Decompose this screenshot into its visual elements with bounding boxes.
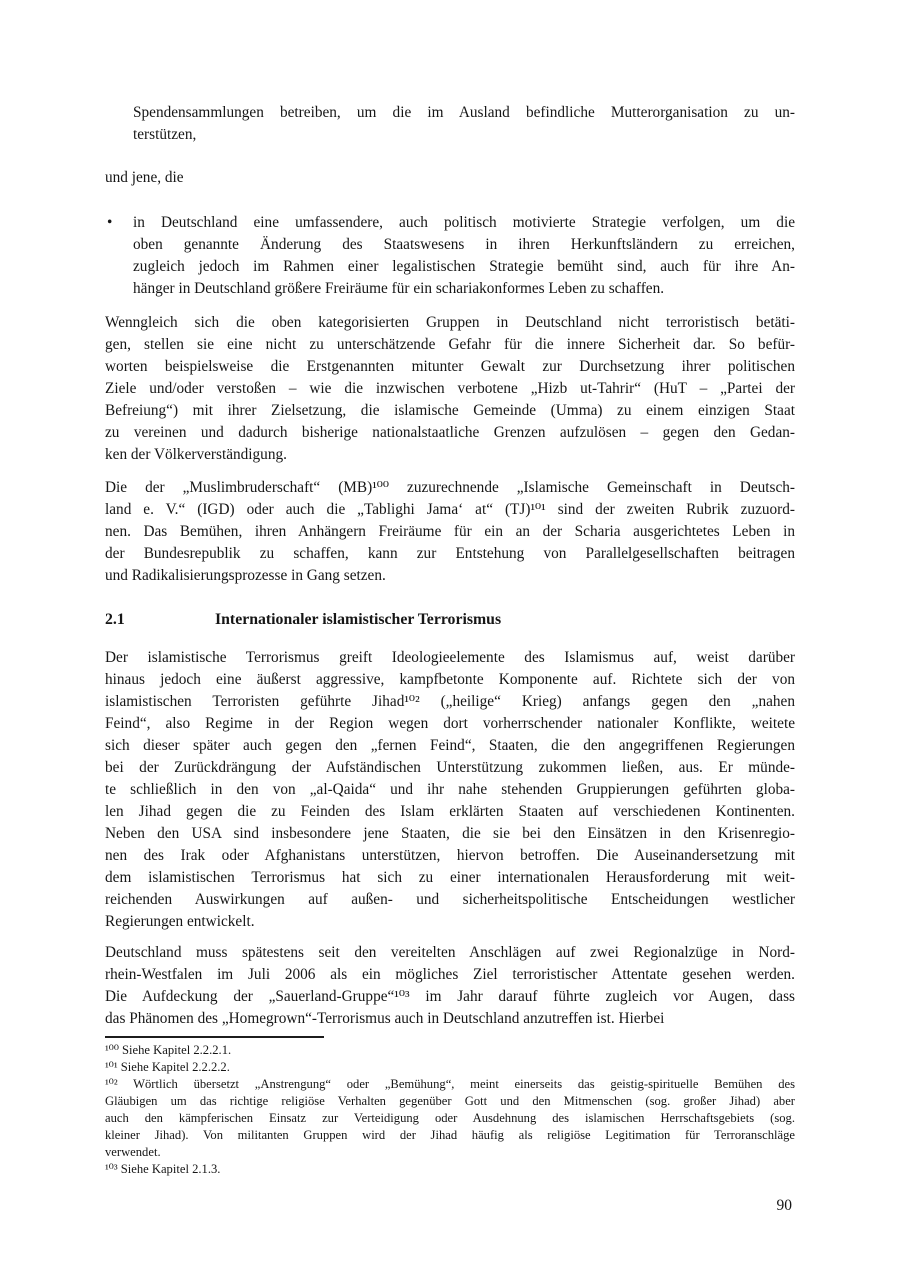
page-number: 90 [776, 1197, 792, 1214]
paragraph-wenngleich [105, 312, 795, 466]
paragraph-deutschland [105, 942, 795, 1030]
text-line: zugleich jedoch im Rahmen einer legalistischen Strategie bemüht sind, auch für ihre An- [133, 258, 795, 275]
text-line: Deutschland muss spätestens seit den vereitelten Anschlägen auf zwei Regionalzüge in Nord- [105, 944, 795, 961]
text-line: islamistischen Terroristen geführte Jihad¹⁰² („heilige“ Krieg) anfangs gegen den „nahen [105, 693, 795, 710]
text-line: len Jihad gegen die zu Feinden des Islam erklärten Staaten auf verschiedenen Kontinenten. [105, 803, 795, 820]
text-line: auch den kämpferischen Einsatz zur Verteidigung oder Ausdehnung des islamischen Herrschaftsgebiets (sog. [105, 1111, 795, 1125]
text-line: oben genannte Änderung des Staatswesens in ihren Herkunftsländern zu erreichen, [133, 236, 795, 253]
section-heading [105, 609, 795, 631]
text-line: reichenden Auswirkungen auf außen- und sicherheitspolitische Entscheidungen westlicher [105, 891, 795, 908]
footnotes-section [105, 1042, 795, 1178]
page-content [105, 0, 795, 1178]
text-line: Wenngleich sich die oben kategorisierten Gruppen in Deutschland nicht terroristisch betäti- [105, 314, 795, 331]
connector-text: und jene, die [105, 169, 184, 186]
text-line: dem islamistischen Terrorismus hat sich zu einer internationalen Herausforderung mit weit- [105, 869, 795, 886]
text-line: kleiner Jihad). Von militanten Gruppen wird der Jihad häufig als religiöse Legitimation für Terroranschläge [105, 1128, 795, 1142]
text-line: in Deutschland eine umfassendere, auch politisch motivierte Strategie verfolgen, um die [133, 214, 795, 231]
text-line: Ziele und/oder verstoßen – wie die inzwischen verbotene „Hizb ut-Tahrir“ (HuT – „Partei der [105, 380, 795, 397]
text-line: hänger in Deutschland größere Freiräume für ein schariakonformes Leben zu schaffen. [133, 280, 665, 297]
text-line: worten beispielsweise die Erstgenannten mitunter Gewalt zur Durchsetzung ihrer politischen [105, 358, 795, 375]
text-line: Gläubigen um das richtige religiöse Verhalten gegenüber Gott und den Mitmenschen (sog. großer Jihad) aber [105, 1094, 795, 1108]
text-line: terstützen, [133, 126, 197, 143]
text-line: Der islamistische Terrorismus greift Ideologieelemente des Islamismus auf, weist darüber [105, 649, 795, 666]
text-line: Neben den USA sind insbesondere jene Staaten, die sie bei den Einsätzen in den Krisenregio- [105, 825, 795, 842]
footnote-101 [105, 1059, 795, 1076]
text-line: rhein-Westfalen im Juli 2006 als ein mögliches Ziel terroristischer Attentate gesehen werden. [105, 966, 795, 983]
text-line: das Phänomen des „Homegrown“-Terrorismus auch in Deutschland anzutreffen ist. Hierbei [105, 1010, 665, 1027]
footnote-separator [105, 1036, 324, 1038]
bullet-marker-icon: • [107, 214, 113, 231]
paragraph-muslimbruderschaft [105, 477, 795, 587]
text-line: Die der „Muslimbruderschaft“ (MB)¹⁰⁰ zuzurechnende „Islamische Gemeinschaft in Deutsch- [105, 479, 795, 496]
text-line: nen. Das Bemühen, ihren Anhängern Freiräume für ein an der Scharia ausgerichtetes Leben in [105, 523, 795, 540]
bullet-item-text [133, 212, 795, 300]
text-line: land e. V.“ (IGD) oder auch die „Tablighi Jama‘ at“ (TJ)¹⁰¹ sind der zweiten Rubrik zuzuord- [105, 501, 795, 518]
text-line: Befreiung“) mit ihrer Zielsetzung, die islamische Gemeinde (Umma) zu einem einzigen Staat [105, 402, 795, 419]
text-line: te schließlich in den von „al-Qaida“ und ihr nahe stehenden Gruppierungen geführten globa- [105, 781, 795, 798]
text-line: ken der Völkerverständigung. [105, 446, 287, 463]
text-line: Die Aufdeckung der „Sauerland-Gruppe“¹⁰³ im Jahr darauf führte zugleich vor Augen, dass [105, 988, 795, 1005]
paragraph-terrorismus [105, 647, 795, 933]
text-line: bei der Zurückdrängung der Aufständischen Unterstützung zukommen ließen, aus. Er münde- [105, 759, 795, 776]
section-title: Internationaler islamistischer Terrorismus [215, 611, 502, 628]
text-line: Feind“, also Regime in der Region wegen dort vorherrschender nationaler Konflikte, weitete [105, 715, 795, 732]
bullet-item [105, 212, 795, 300]
footnote-100 [105, 1042, 795, 1059]
text-line: zu vereinen und dadurch bisherige nationalstaatliche Grenzen aufzulösen – gegen den Gedan- [105, 424, 795, 441]
footnote-103 [105, 1161, 795, 1178]
text-line: ¹⁰⁰ Siehe Kapitel 2.2.2.1. [105, 1043, 232, 1057]
text-line: gen, stellen sie eine nicht zu unterschätzende Gefahr für die innere Sicherheit dar. So befür- [105, 336, 795, 353]
text-line: der Bundesrepublik zu schaffen, kann zur Entstehung von Parallelgesellschaften beitragen [105, 545, 795, 562]
text-line: nen des Irak oder Afghanistans unterstützen, hiervon betroffen. Die Auseinandersetzung mit [105, 847, 795, 864]
text-line: ¹⁰³ Siehe Kapitel 2.1.3. [105, 1162, 221, 1176]
footnote-102 [105, 1076, 795, 1161]
text-line: ¹⁰² Wörtlich übersetzt „Anstrengung“ oder „Bemühung“, meint einerseits das geistig-spirituelle Bemühen des [105, 1077, 795, 1091]
text-line: ¹⁰¹ Siehe Kapitel 2.2.2.2. [105, 1060, 230, 1074]
text-line: hinaus jedoch eine äußerst aggressive, kampfbetonte Komponente auf. Richtete sich der von [105, 671, 795, 688]
text-line: Spendensammlungen betreiben, um die im Ausland befindliche Mutterorganisation zu un- [133, 104, 795, 121]
text-line: Regierungen entwickelt. [105, 913, 255, 930]
text-line: sich dieser später auch gegen den „fernen Feind“, Staaten, die den angegriffenen Regierungen [105, 737, 795, 754]
paragraph-hanging-item [133, 102, 795, 146]
text-line: verwendet. [105, 1145, 161, 1159]
section-number: 2.1 [105, 611, 125, 628]
text-line: und Radikalisierungsprozesse in Gang setzen. [105, 567, 386, 584]
